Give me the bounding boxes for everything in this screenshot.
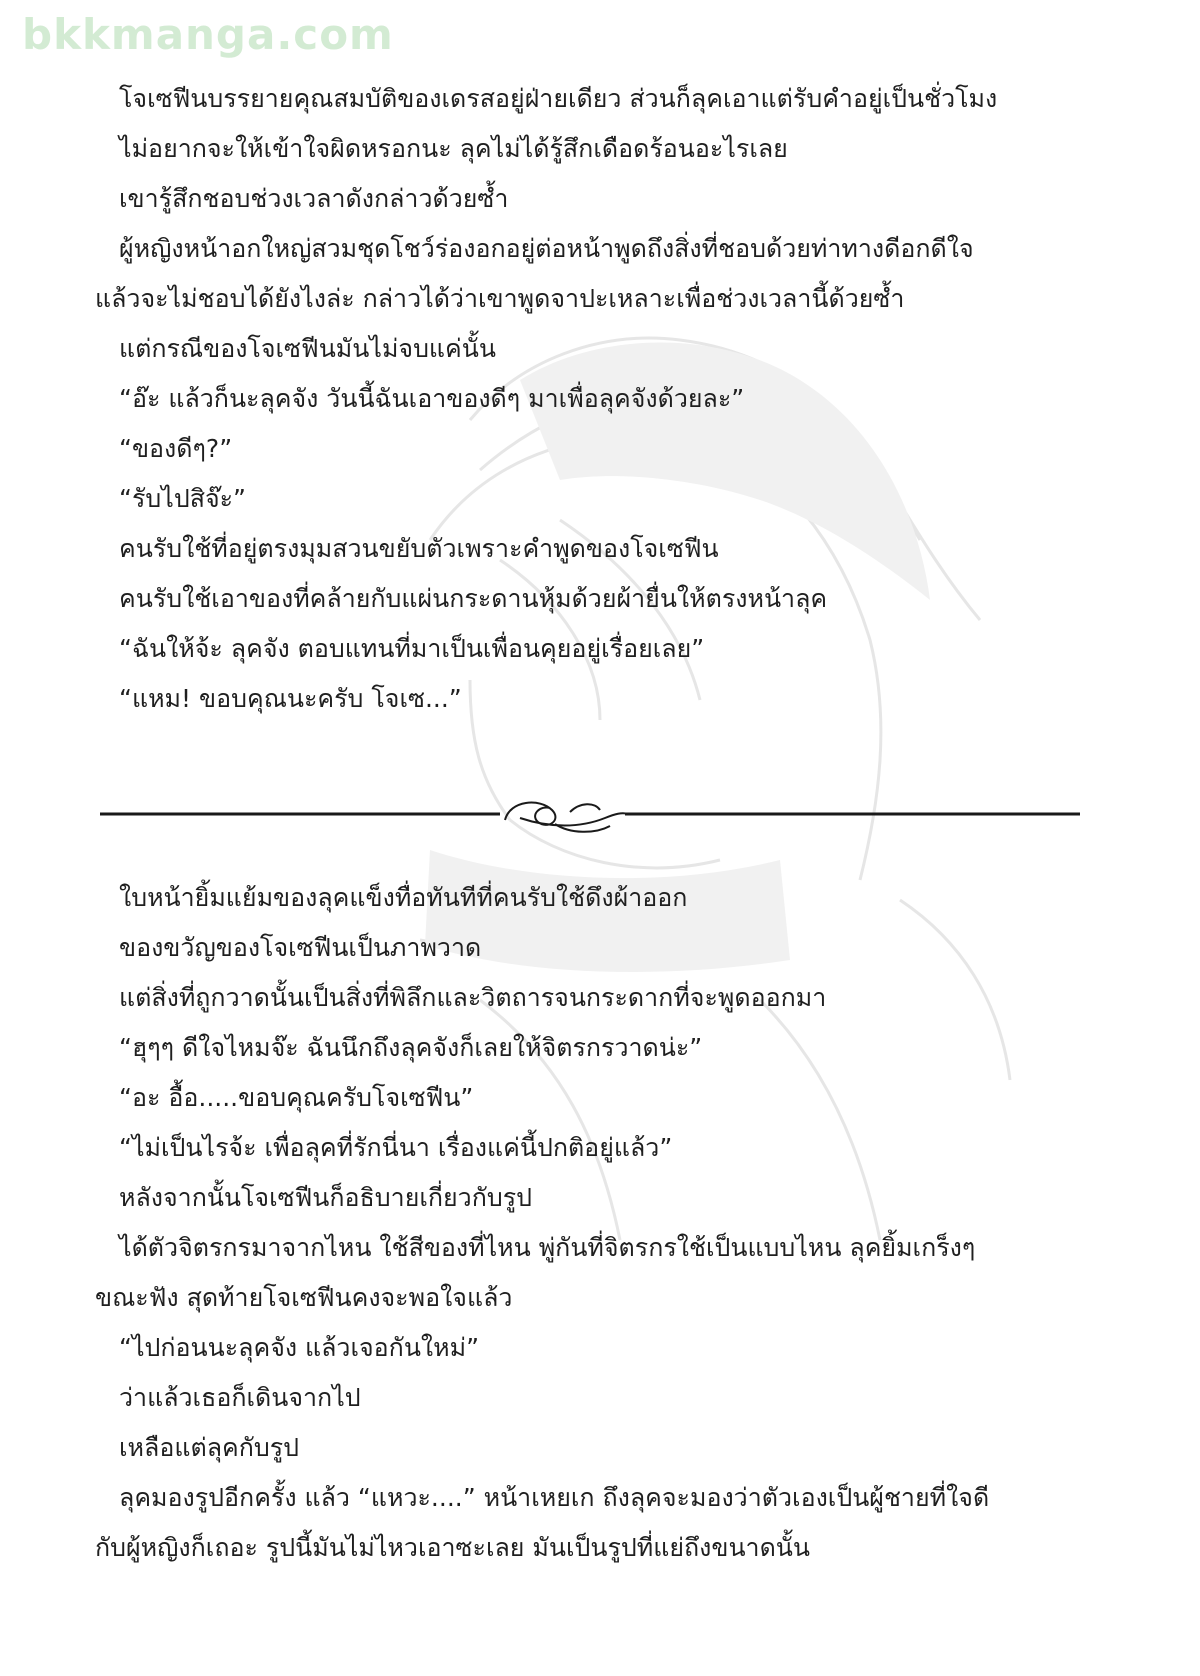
paragraph-line: เหลือแต่ลุคกับรูป (119, 1433, 300, 1462)
paragraph-line: “ฮุๆๆ ดีใจไหมจ๊ะ ฉันนึกถึงลุคจังก็เลยให้จิตรกรวาดน่ะ” (119, 1033, 703, 1062)
paragraph-line: “รับไปสิจ๊ะ” (119, 484, 246, 513)
paragraph-line: เขารู้สึกชอบช่วงเวลาดังกล่าวด้วยซ้ำ (119, 184, 509, 213)
paragraph-line: “ไปก่อนนะลุคจัง แล้วเจอกันใหม่” (119, 1333, 480, 1362)
paragraph-line: “ไม่เป็นไรจ้ะ เพื่อลุคที่รักนี่นา เรื่องแค่นี้ปกติอยู่แล้ว” (119, 1133, 673, 1162)
paragraph-line: ว่าแล้วเธอก็เดินจากไป (119, 1383, 361, 1412)
paragraph-line: “ฉันให้จ้ะ ลุคจัง ตอบแทนที่มาเป็นเพื่อนคุยอยู่เรื่อยเลย” (119, 634, 705, 663)
paragraph-line: “แหม! ขอบคุณนะครับ โจเซ...” (119, 684, 462, 713)
ornamental-divider (100, 790, 1080, 840)
paragraph-line: คนรับใช้เอาของที่คล้ายกับแผ่นกระดานหุ้มด้วยผ้ายื่นให้ตรงหน้าลุค (119, 584, 828, 613)
paragraph-line: ใบหน้ายิ้มแย้มของลุคแข็งทื่อทันทีที่คนรับใช้ดึงผ้าออก (119, 883, 688, 912)
paragraph-line: “อ๊ะ แล้วก็นะลุคจัง วันนี้ฉันเอาของดีๆ มาเพื่อลุคจังด้วยละ” (119, 384, 745, 413)
paragraph-line: คนรับใช้ที่อยู่ตรงมุมสวนขยับตัวเพราะคำพูดของโจเซฟีน (119, 534, 719, 563)
site-watermark: bkkmanga.com (22, 10, 394, 59)
paragraph-line: ขณะฟัง สุดท้ายโจเซฟีนคงจะพอใจแล้ว (95, 1283, 513, 1312)
paragraph-line: “ของดีๆ?” (119, 434, 233, 463)
paragraph-line: แต่สิ่งที่ถูกวาดนั้นเป็นสิ่งที่พิลึกและวิตถารจนกระดากที่จะพูดออกมา (119, 983, 827, 1012)
paragraph-line: ได้ตัวจิตรกรมาจากไหน ใช้สีของที่ไหน พู่กันที่จิตรกรใช้เป็นแบบไหน ลุคยิ้มเกร็งๆ (119, 1233, 976, 1262)
paragraph-line: ลุคมองรูปอีกครั้ง แล้ว “แหวะ....” หน้าเหยเก ถึงลุคจะมองว่าตัวเองเป็นผู้ชายที่ใจดี (119, 1483, 990, 1512)
paragraph-line: ของขวัญของโจเซฟีนเป็นภาพวาด (119, 933, 482, 962)
paragraph-line: กับผู้หญิงก็เถอะ รูปนี้มันไม่ไหวเอาซะเลย มันเป็นรูปที่แย่ถึงขนาดนั้น (95, 1533, 810, 1562)
paragraph-line: แต่กรณีของโจเซฟีนมันไม่จบแค่นั้น (119, 334, 496, 363)
paragraph-line: ไม่อยากจะให้เข้าใจผิดหรอกนะ ลุคไม่ได้รู้สึกเดือดร้อนอะไรเลย (119, 134, 788, 163)
paragraph-line: ผู้หญิงหน้าอกใหญ่สวมชุดโชว์ร่องอกอยู่ต่อหน้าพูดถึงสิ่งที่ชอบด้วยท่าทางดีอกดีใจ (119, 234, 974, 263)
text-section-2 (95, 873, 1095, 1573)
text-section-1 (95, 74, 1095, 724)
paragraph-line: โจเซฟีนบรรยายคุณสมบัติของเดรสอยู่ฝ่ายเดียว ส่วนก็ลุคเอาแต่รับคำอยู่เป็นชั่วโมง (119, 84, 998, 113)
paragraph-line: แล้วจะไม่ชอบได้ยังไงล่ะ กล่าวได้ว่าเขาพูดจาปะเหลาะเพื่อช่วงเวลานี้ด้วยซ้ำ (95, 284, 905, 313)
paragraph-line: “อะ อื้อ.....ขอบคุณครับโจเซฟีน” (119, 1083, 474, 1112)
paragraph-line: หลังจากนั้นโจเซฟีนก็อธิบายเกี่ยวกับรูป (119, 1183, 533, 1212)
